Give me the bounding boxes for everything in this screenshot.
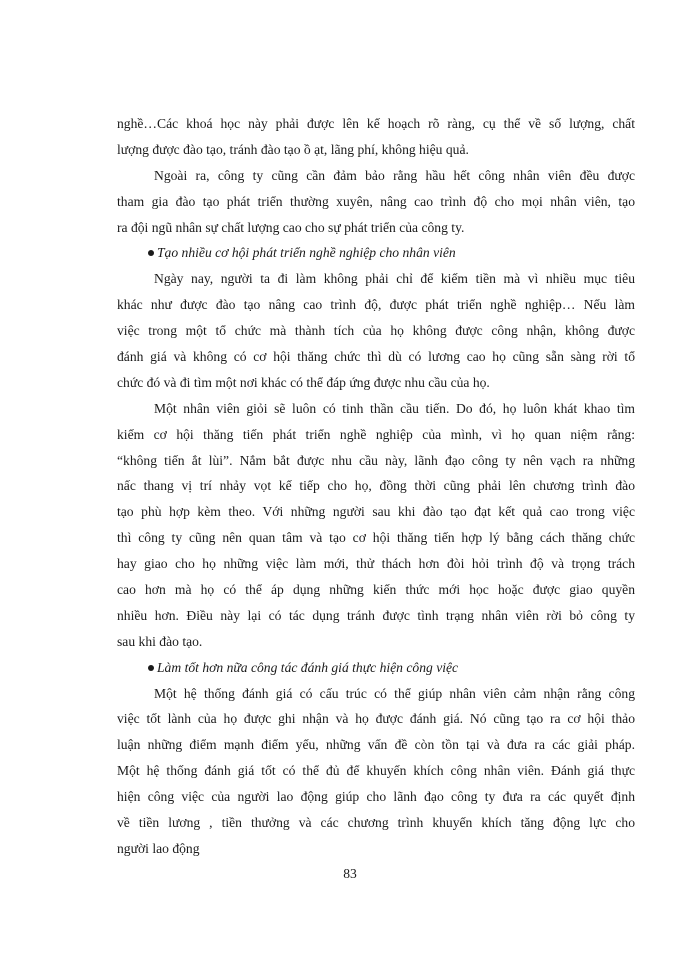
text-line: thì công ty cũng nên quan tâm và tạo cơ hội thăng tiến hợp lý bằng cách thăng chức — [117, 530, 635, 546]
text-line: nhiều hơn. Điều này lại có tác dụng tránh được tình trạng nhân viên rời bỏ công ty — [117, 607, 635, 623]
text-line: Một nhân viên giỏi sẽ luôn có tinh thần cầu tiến. Do đó, họ luôn khát khao tìm — [154, 400, 635, 416]
text-line: Ngoài ra, công ty cũng cần đảm bảo rằng hầu hết công nhân viên đều được — [154, 167, 635, 183]
section-heading — [117, 655, 635, 681]
heading-text: Làm tốt hơn nữa công tác đánh giá thực hiện công việc — [157, 659, 459, 675]
page-number: 83 — [343, 866, 357, 881]
text-line: chức đó và đi tìm một nơi khác có thể đáp ứng được nhu cầu của họ. — [117, 374, 490, 390]
text-line: tham gia đào tạo phát triển thường xuyên, nâng cao trình độ cho mọi nhân viên, tạo — [117, 193, 635, 209]
text-line: hiện công việc của người lao động giúp cho lãnh đạo công ty đưa ra các quyết định — [117, 789, 635, 805]
text-line: “không tiến ắt lùi”. Nắm bắt được nhu cầu này, lãnh đạo công ty nên vạch ra những — [117, 452, 635, 468]
section-heading — [117, 240, 635, 266]
text-line: ra đội ngũ nhân sự chất lượng cao cho sự phát triển của công ty. — [117, 219, 465, 235]
bullet-icon — [148, 665, 154, 671]
paragraph — [117, 681, 635, 862]
paragraph-continuation — [117, 111, 635, 163]
text-line: luận những điểm mạnh điểm yếu, những vấn đề còn tồn tại và đưa ra các giải pháp. — [117, 737, 635, 753]
paragraph — [117, 396, 635, 655]
bullet-icon — [148, 250, 154, 256]
text-line: lượng được đào tạo, tránh đào tạo ồ ạt, lãng phí, không hiệu quả. — [117, 141, 469, 157]
text-line: Một hệ thống đánh giá tốt có thể đủ để khuyến khích công nhân viên. Đánh giá thực — [117, 763, 635, 779]
paragraph — [117, 163, 635, 241]
paragraph — [117, 266, 635, 395]
text-line: sau khi đào tạo. — [117, 633, 203, 649]
text-line: đánh giá và không có cơ hội thăng chức thì dù có lương cao họ cũng sẵn sàng rời tổ — [117, 349, 635, 365]
text-line: về tiền lương , tiền thưởng và các chương trình khuyến khích tăng động lực cho — [117, 815, 635, 831]
text-line: khác như được đào tạo nâng cao trình độ, được phát triển nghề nghiệp… Nếu làm — [117, 297, 635, 313]
page-body — [117, 111, 635, 862]
text-line: kiếm cơ hội thăng tiến phát triển nghề nghiệp của mình, vì họ quan niệm rằng: — [117, 426, 635, 442]
text-line: tạo phù hợp kèm theo. Với những người sau khi đào tạo đạt kết quả cao trong việc — [117, 504, 635, 520]
heading-text: Tạo nhiều cơ hội phát triển nghề nghiệp cho nhân viên — [157, 245, 456, 261]
text-line: nấc thang vị trí nhảy vọt kế tiếp cho họ, đồng thời cũng phải lên chương trình đào — [117, 478, 635, 494]
text-line: việc tốt lành của họ được ghi nhận và họ được đánh giá. Nó cũng tạo ra cơ hội thảo — [117, 711, 635, 727]
text-line: người lao động — [117, 840, 200, 856]
text-line: cao hơn mà họ có thể áp dụng những kiến thức mới học hoặc được giao quyền — [117, 582, 635, 598]
text-line: Một hệ thống đánh giá có cấu trúc có thể giúp nhân viên cảm nhận rằng công — [154, 685, 635, 701]
text-line: hay giao cho họ những việc làm mới, thử thách hơn đòi hỏi trình độ và trọng trách — [117, 556, 635, 572]
text-line: Ngày nay, người ta đi làm không phải chỉ để kiếm tiền mà vì nhiều mục tiêu — [154, 271, 635, 287]
text-line: nghề…Các khoá học này phải được lên kế hoạch rõ ràng, cụ thể về số lượng, chất — [117, 116, 635, 131]
text-line: việc trong một tổ chức mà thành tích của họ không được công nhận, không được — [117, 323, 635, 339]
